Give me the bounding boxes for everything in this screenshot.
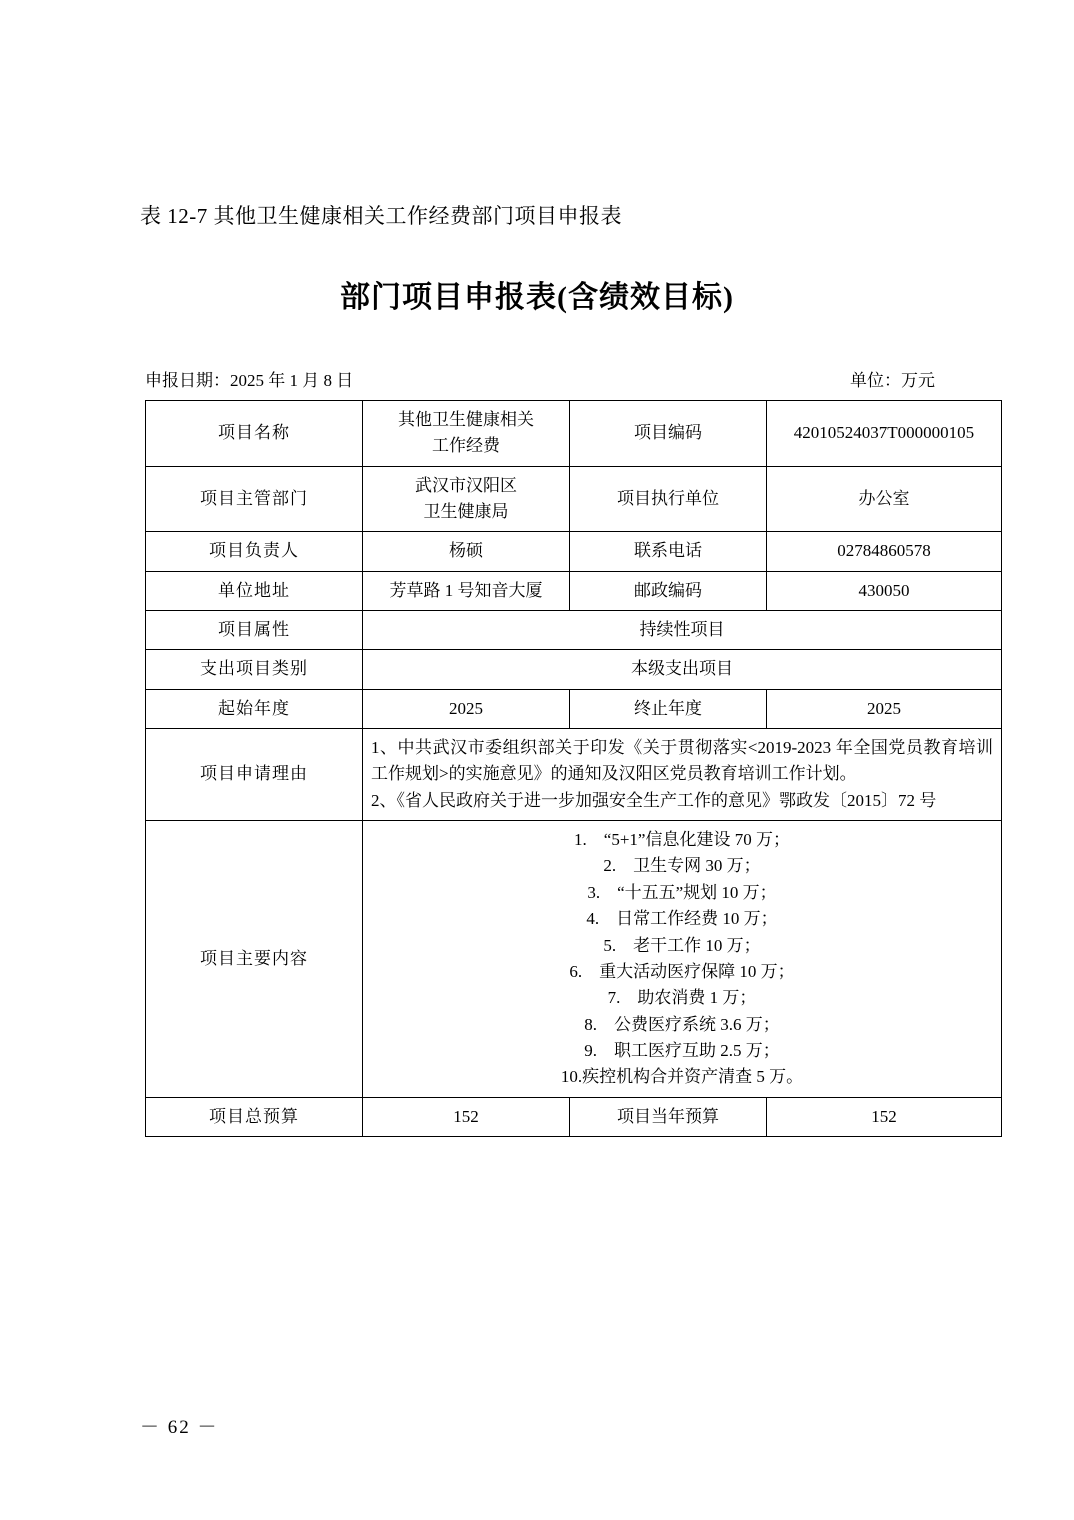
dept-value-line-2: 卫生健康局 xyxy=(423,502,509,522)
content-item: 10.疾控机构合并资产清查 5 万。 xyxy=(560,1067,804,1087)
end-year-label: 终止年度 xyxy=(570,689,767,728)
content-item: 4. 日常工作经费 10 万； xyxy=(586,909,778,929)
content-item: 2. 卫生专网 30 万； xyxy=(603,856,761,876)
start-year-value: 2025 xyxy=(363,689,570,728)
reason-paragraph-2: 2、《省人民政府关于进一步加强安全生产工作的意见》鄂政发〔2015〕72 号 xyxy=(371,790,937,810)
exec-unit-label: 项目执行单位 xyxy=(570,466,767,532)
start-year-label: 起始年度 xyxy=(146,689,363,728)
meta-row xyxy=(145,366,935,391)
page-heading: 表 12-7 其他卫生健康相关工作经费部门项目申报表 xyxy=(140,204,622,228)
declare-date: 申报日期：2025 年 1 月 8 日 xyxy=(145,371,354,390)
dept-label: 项目主管部门 xyxy=(146,466,363,532)
project-code-label: 项目编码 xyxy=(570,401,767,467)
page-title: 部门项目申报表(含绩效目标) xyxy=(340,281,734,314)
content-label: 项目主要内容 xyxy=(146,821,363,1097)
address-value: 芳草路 1 号知音大厦 xyxy=(363,571,570,610)
table-row xyxy=(146,532,1002,571)
content-item: 8. 公费医疗系统 3.6 万； xyxy=(584,1014,780,1034)
owner-value: 杨硕 xyxy=(363,532,570,571)
table-row xyxy=(146,1097,1002,1136)
reason-value xyxy=(363,729,1002,821)
attribute-label: 项目属性 xyxy=(146,611,363,650)
table-row xyxy=(146,611,1002,650)
owner-label: 项目负责人 xyxy=(146,532,363,571)
content-item: 9. 职工医疗互助 2.5 万； xyxy=(584,1040,780,1060)
table-row xyxy=(146,689,1002,728)
table-row xyxy=(146,729,1002,821)
project-name-line-2: 工作经费 xyxy=(432,436,500,456)
page-number: － 62 － xyxy=(140,1417,219,1438)
total-budget-value: 152 xyxy=(363,1097,570,1136)
content-item: 1. “5+1”信息化建设 70 万； xyxy=(574,830,790,850)
end-year-value: 2025 xyxy=(767,689,1002,728)
project-name-label: 项目名称 xyxy=(146,401,363,467)
content-item: 7. 助农消费 1 万； xyxy=(607,988,757,1008)
phone-value: 02784860578 xyxy=(767,532,1002,571)
table-row xyxy=(146,466,1002,532)
reason-paragraph-1: 1、中共武汉市委组织部关于印发《关于贯彻落实<2019-2023 年全国党员教育培训工作规划>的实施意见》的通知及汉阳区党员教育培训工作计划。 xyxy=(371,738,993,784)
project-declaration-table xyxy=(145,400,1002,1137)
exec-unit-value: 办公室 xyxy=(767,466,1002,532)
table-row xyxy=(146,401,1002,467)
content-value xyxy=(363,821,1002,1097)
table-row xyxy=(146,571,1002,610)
year-budget-label: 项目当年预算 xyxy=(570,1097,767,1136)
phone-label: 联系电话 xyxy=(570,532,767,571)
table-row xyxy=(146,650,1002,689)
content-item: 5. 老干工作 10 万； xyxy=(603,935,761,955)
expense-type-value: 本级支出项目 xyxy=(363,650,1002,689)
dept-value xyxy=(363,466,570,532)
dept-value-line-1: 武汉市汉阳区 xyxy=(415,475,517,495)
year-budget-value: 152 xyxy=(767,1097,1002,1136)
project-name-value xyxy=(363,401,570,467)
table-row xyxy=(146,821,1002,1097)
postcode-label: 邮政编码 xyxy=(570,571,767,610)
postcode-value: 430050 xyxy=(767,571,1002,610)
content-item: 3. “十五五”规划 10 万； xyxy=(587,882,777,902)
unit-note: 单位：万元 xyxy=(850,371,935,390)
attribute-value: 持续性项目 xyxy=(363,611,1002,650)
total-budget-label: 项目总预算 xyxy=(146,1097,363,1136)
content-item: 6. 重大活动医疗保障 10 万； xyxy=(569,961,795,981)
reason-label: 项目申请理由 xyxy=(146,729,363,821)
project-name-line-1: 其他卫生健康相关 xyxy=(398,410,534,429)
expense-type-label: 支出项目类别 xyxy=(146,650,363,689)
project-code-value: 42010524037T000000105 xyxy=(767,401,1002,467)
address-label: 单位地址 xyxy=(146,571,363,610)
